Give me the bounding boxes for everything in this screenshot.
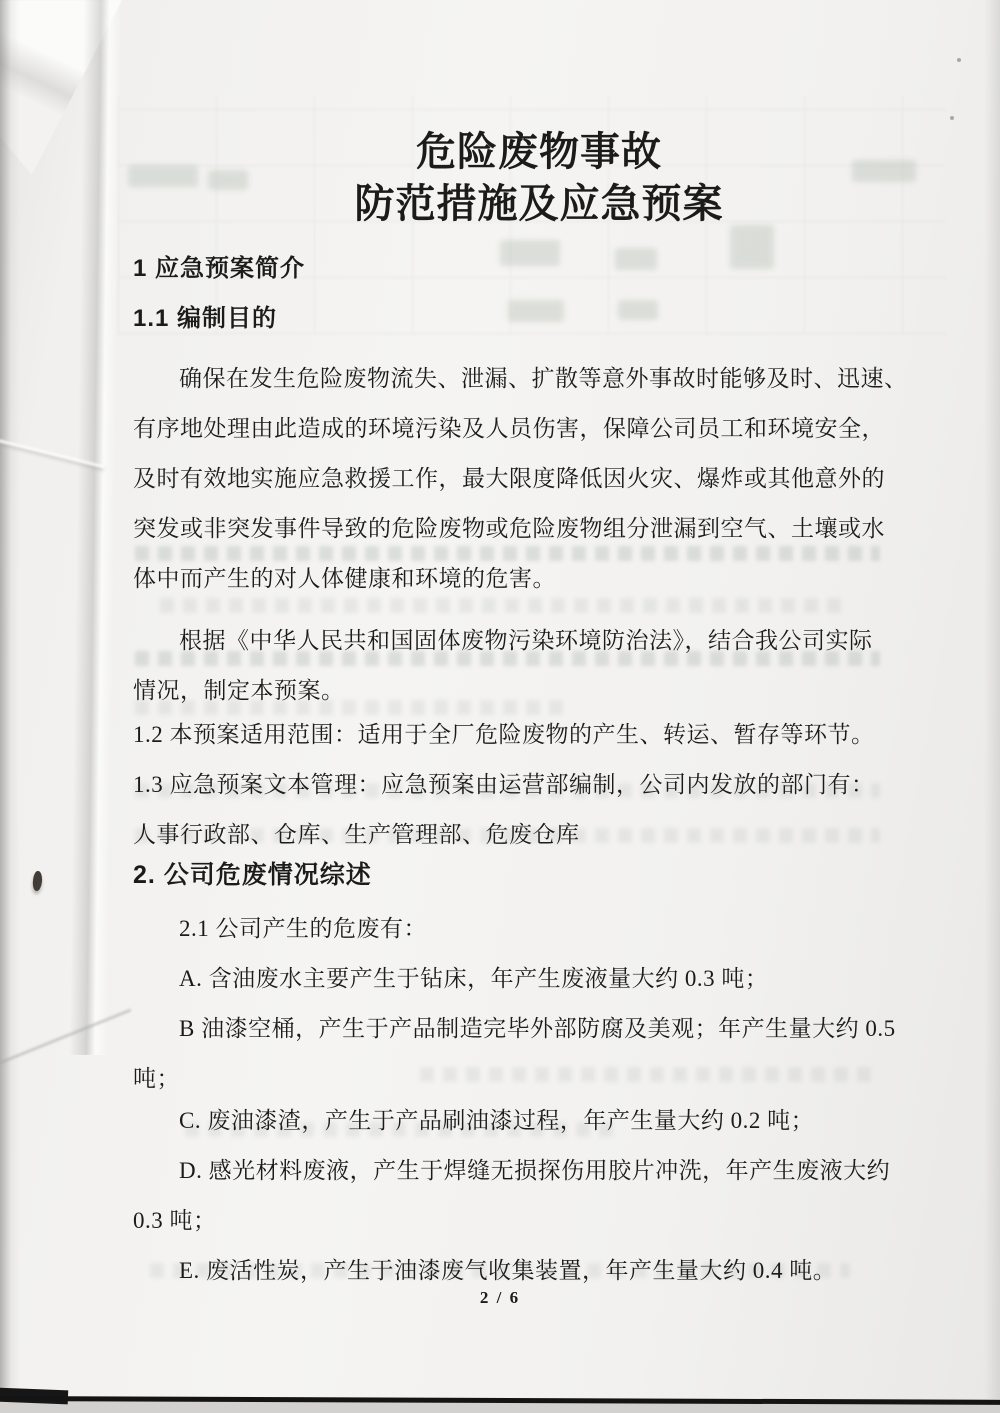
text-line: 1.2 本预案适用范围：适用于全厂危险废物的产生、转运、暂存等环节。 [133, 722, 875, 747]
text-line: 情况，制定本预案。 [133, 678, 345, 703]
text-line: D. 感光材料废液，产生于焊缝无损探伤用胶片冲洗，年产生废液大约 [179, 1158, 891, 1183]
document-body [133, 244, 908, 1296]
text-line: A. 含油废水主要产生于钻床，年产生废液量大约 0.3 吨； [179, 966, 769, 991]
text-line: 有序地处理由此造成的环境污染及人员伤害，保障公司员工和环境安全， [133, 416, 885, 441]
binding-mark [32, 871, 43, 892]
text-line: E. 废活性炭，产生于油漆废气收集装置，年产生量大约 0.4 吨。 [179, 1258, 837, 1283]
title-line-2: 防范措施及应急预案 [354, 181, 724, 226]
text-line: 1.1 编制目的 [133, 305, 278, 332]
text-line: 2. 公司危废情况综述 [133, 861, 372, 889]
page-number: 2 / 6 [479, 1288, 521, 1307]
document-title [39, 0, 1000, 230]
text-line: 0.3 吨； [133, 1208, 217, 1233]
text-line: 及时有效地实施应急救援工作，最大限度降低因火灾、爆炸或其他意外的 [133, 466, 885, 491]
text-line: 1.3 应急预案文本管理：应急预案由运营部编制，公司内发放的部门有： [133, 772, 875, 797]
text-line: 确保在发生危险废物流失、泄漏、扩散等意外事故时能够及时、迅速、 [179, 366, 908, 391]
text-line: B 油漆空桶，产生于产品制造完毕外部防腐及美观；年产生量大约 0.5 [179, 1016, 896, 1041]
text-line: 2.1 公司产生的危废有： [179, 916, 427, 941]
text-line: C. 废油漆渣，产生于产品刷油漆过程，年产生量大约 0.2 吨； [179, 1108, 815, 1133]
text-line: 吨； [133, 1066, 180, 1091]
left-page-edge-shadow [0, 0, 20, 1399]
text-line: 体中而产生的对人体健康和环境的危害。 [133, 566, 556, 591]
title-line-1: 危险废物事故 [416, 129, 662, 174]
text-line: 突发或非突发事件导致的危险废物或危险废物组分泄漏到空气、土壤或水 [133, 516, 885, 541]
text-line: 1 应急预案简介 [133, 255, 306, 282]
text-line: 根据《中华人民共和国固体废物污染环境防治法》，结合我公司实际 [179, 628, 873, 653]
text-line: 人事行政部、仓库、生产管理部、危废仓库 [133, 822, 580, 847]
